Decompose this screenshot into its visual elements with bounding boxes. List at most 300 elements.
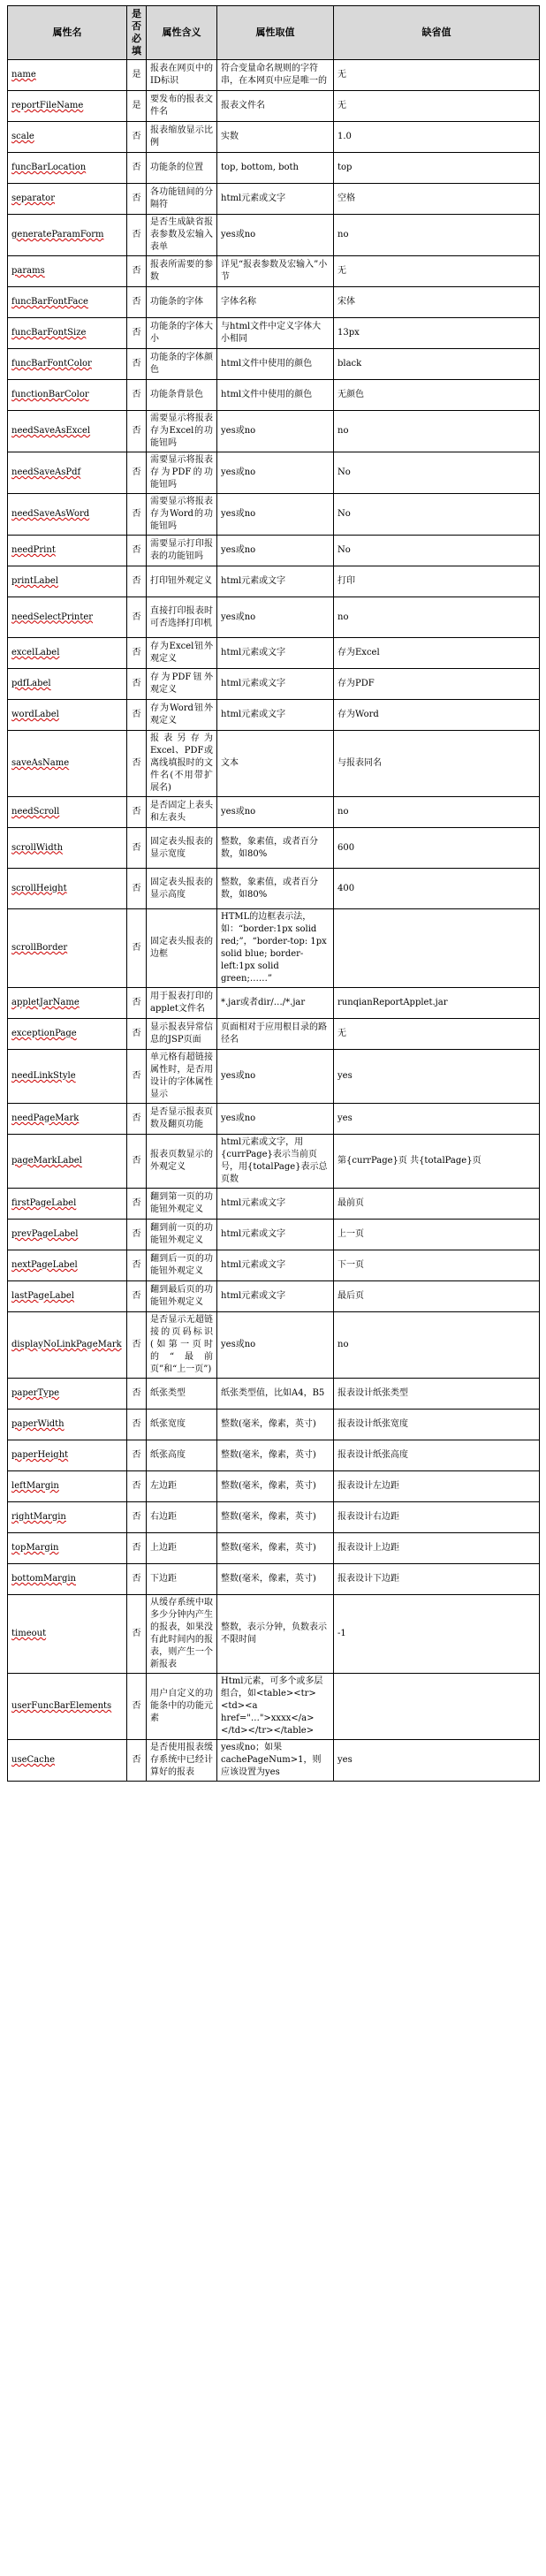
values-cell: yes或no <box>217 597 334 638</box>
attribute-name-text: useCache <box>11 1755 56 1765</box>
meaning-cell: 用户自定义的功能条中的功能元素 <box>147 1674 217 1740</box>
table-header <box>8 6 540 60</box>
table-row <box>8 909 540 988</box>
default-cell: top <box>334 153 540 184</box>
header-meaning: 属性含义 <box>147 6 217 60</box>
table-row <box>8 494 540 536</box>
attribute-name-text: separator <box>11 194 55 203</box>
attribute-name-text: funcBarFontFace <box>11 297 88 307</box>
table-row <box>8 669 540 700</box>
default-cell: yes <box>334 1740 540 1782</box>
meaning-cell: 要发布的报表文件名 <box>147 91 217 122</box>
values-cell: html元素或文字 <box>217 566 334 597</box>
values-cell: yes或no <box>217 536 334 566</box>
values-cell: 整数，象素值，或者百分数，如80% <box>217 828 334 869</box>
table-row <box>8 1595 540 1674</box>
table-row <box>8 349 540 380</box>
header-values: 属性取值 <box>217 6 334 60</box>
default-cell: -1 <box>334 1595 540 1674</box>
attribute-name-text: funcBarLocation <box>11 163 87 172</box>
values-cell: 符合变量命名规则的字符串，在本网页中应是唯一的 <box>217 60 334 91</box>
meaning-cell: 存为Word钮外观定义 <box>147 700 217 731</box>
table-row <box>8 1104 540 1135</box>
table-row <box>8 1312 540 1379</box>
table-row <box>8 731 540 797</box>
default-cell: 第{currPage}页 共{totalPage}页 <box>334 1135 540 1189</box>
attribute-name-cell <box>8 287 127 318</box>
table-row <box>8 700 540 731</box>
attribute-name-cell <box>8 1104 127 1135</box>
attribute-name-text: rightMargin <box>11 1512 66 1522</box>
attribute-name-cell <box>8 380 127 411</box>
table-row <box>8 1379 540 1410</box>
attribute-name-text: scrollBorder <box>11 943 68 953</box>
default-cell: 600 <box>334 828 540 869</box>
meaning-cell: 纸张高度 <box>147 1440 217 1471</box>
attribute-name-cell <box>8 215 127 256</box>
default-cell: 存为Excel <box>334 638 540 669</box>
values-cell: html元素或文字 <box>217 669 334 700</box>
attribute-name-cell <box>8 669 127 700</box>
attribute-name-cell <box>8 1135 127 1189</box>
required-cell: 否 <box>127 1281 147 1312</box>
default-cell: 报表设计纸张类型 <box>334 1379 540 1410</box>
attribute-name-cell <box>8 1220 127 1250</box>
meaning-cell: 是否显示无超链接的页码标识(如第一页时的“最前页”和“上一页”) <box>147 1312 217 1379</box>
values-cell: 整数(毫米，像素，英寸) <box>217 1533 334 1564</box>
default-cell: 下一页 <box>334 1250 540 1281</box>
attribute-name-cell <box>8 828 127 869</box>
default-cell: 报表设计左边距 <box>334 1471 540 1502</box>
attribute-name-text: scrollWidth <box>11 842 64 853</box>
attribute-name-cell <box>8 1019 127 1050</box>
required-cell: 否 <box>127 318 147 349</box>
meaning-cell: 报表所需要的参数 <box>147 256 217 287</box>
table-row <box>8 1502 540 1533</box>
default-cell: no <box>334 597 540 638</box>
attribute-name-cell <box>8 1250 127 1281</box>
header-default: 缺省值 <box>334 6 540 60</box>
attribute-name-cell <box>8 1674 127 1740</box>
attribute-name-cell <box>8 1050 127 1104</box>
required-cell: 否 <box>127 1595 147 1674</box>
default-cell: 400 <box>334 869 540 909</box>
table-row <box>8 1220 540 1250</box>
attribute-name-text: exceptionPage <box>11 1029 77 1038</box>
default-cell: No <box>334 452 540 494</box>
default-cell: 与报表同名 <box>334 731 540 797</box>
attribute-name-cell <box>8 1740 127 1782</box>
values-cell: html元素或文字 <box>217 1189 334 1220</box>
meaning-cell: 固定表头报表的显示宽度 <box>147 828 217 869</box>
attribute-name-text: timeout <box>11 1629 47 1638</box>
required-cell: 否 <box>127 1379 147 1410</box>
attribute-name-cell <box>8 988 127 1019</box>
attribute-name-cell <box>8 700 127 731</box>
meaning-cell: 存为PDF钮外观定义 <box>147 669 217 700</box>
attribute-name-text: needSelectPrinter <box>11 612 94 622</box>
attribute-name-text: printLabel <box>11 576 58 586</box>
table-row <box>8 91 540 122</box>
required-cell: 否 <box>127 828 147 869</box>
default-cell: 无 <box>334 60 540 91</box>
values-cell: yes或no <box>217 797 334 828</box>
required-cell: 否 <box>127 411 147 452</box>
attribute-name-cell <box>8 494 127 536</box>
required-cell: 否 <box>127 669 147 700</box>
values-cell: 整数(毫米，像素，英寸) <box>217 1564 334 1595</box>
table-row <box>8 988 540 1019</box>
default-cell: 上一页 <box>334 1220 540 1250</box>
attribute-name-cell <box>8 909 127 988</box>
default-cell <box>334 1674 540 1740</box>
attribute-name-cell <box>8 638 127 669</box>
table-row <box>8 153 540 184</box>
table-row <box>8 597 540 638</box>
required-cell: 是 <box>127 60 147 91</box>
values-cell: yes或no <box>217 452 334 494</box>
values-cell: 文本 <box>217 731 334 797</box>
attribute-name-text: lastPageLabel <box>11 1291 74 1301</box>
required-cell: 否 <box>127 1250 147 1281</box>
table-row <box>8 1410 540 1440</box>
attribute-name-text: pdfLabel <box>11 679 51 688</box>
attribute-name-cell <box>8 452 127 494</box>
values-cell: html元素或文字 <box>217 1220 334 1250</box>
attribute-name-text: paperWidth <box>11 1419 64 1429</box>
attribute-name-text: pageMarkLabel <box>11 1156 82 1166</box>
meaning-cell: 功能条的字体大小 <box>147 318 217 349</box>
meaning-cell: 需要显示将报表存为PDF的功能钮吗 <box>147 452 217 494</box>
default-cell: 宋体 <box>334 287 540 318</box>
table-row <box>8 60 540 91</box>
default-cell: 存为Word <box>334 700 540 731</box>
attribute-name-cell <box>8 184 127 215</box>
values-cell: 整数(毫米，像素，英寸) <box>217 1440 334 1471</box>
attribute-name-cell <box>8 1189 127 1220</box>
default-cell: yes <box>334 1050 540 1104</box>
required-cell: 否 <box>127 1312 147 1379</box>
meaning-cell: 左边距 <box>147 1471 217 1502</box>
default-cell: 无 <box>334 1019 540 1050</box>
attribute-name-cell <box>8 1564 127 1595</box>
attribute-name-text: needPageMark <box>11 1113 80 1123</box>
meaning-cell: 功能条的字体 <box>147 287 217 318</box>
values-cell: yes或no <box>217 494 334 536</box>
required-cell: 否 <box>127 638 147 669</box>
values-cell: html文件中使用的颜色 <box>217 349 334 380</box>
default-cell: No <box>334 536 540 566</box>
table-row <box>8 536 540 566</box>
default-cell <box>334 909 540 988</box>
default-cell: 无 <box>334 256 540 287</box>
values-cell: yes或no <box>217 215 334 256</box>
values-cell: HTML的边框表示法，如：“border:1px solid red;”，“border-top: 1px solid blue; border-left:1px solid green;……” <box>217 909 334 988</box>
table-row <box>8 638 540 669</box>
meaning-cell: 各功能钮间的分隔符 <box>147 184 217 215</box>
values-cell: html元素或文字 <box>217 184 334 215</box>
default-cell: no <box>334 215 540 256</box>
meaning-cell: 纸张类型 <box>147 1379 217 1410</box>
required-cell: 否 <box>127 1410 147 1440</box>
attribute-name-text: excelLabel <box>11 648 60 657</box>
attribute-name-cell <box>8 1281 127 1312</box>
attribute-name-text: functionBarColor <box>11 390 89 399</box>
attribute-name-text: reportFileName <box>11 101 84 110</box>
table-body <box>8 60 540 1782</box>
required-cell: 否 <box>127 1740 147 1782</box>
table-row <box>8 122 540 153</box>
attribute-name-cell <box>8 869 127 909</box>
meaning-cell: 从缓存系统中取多少分钟内产生的报表，如果没有此时间内的报表，则产生一个新报表 <box>147 1595 217 1674</box>
header-required: 是否必填 <box>127 6 147 60</box>
table-row <box>8 184 540 215</box>
table-row <box>8 1050 540 1104</box>
required-cell: 否 <box>127 731 147 797</box>
required-cell: 否 <box>127 988 147 1019</box>
meaning-cell: 报表另存为Excel、PDF或离线填报时的文件名(不用带扩展名) <box>147 731 217 797</box>
default-cell: 空格 <box>334 184 540 215</box>
required-cell: 否 <box>127 1104 147 1135</box>
table-row <box>8 1250 540 1281</box>
required-cell: 否 <box>127 1564 147 1595</box>
attribute-name-cell <box>8 411 127 452</box>
table-row <box>8 1740 540 1782</box>
values-cell: 整数，象素值，或者百分数，如80% <box>217 869 334 909</box>
required-cell: 否 <box>127 1019 147 1050</box>
attribute-table <box>7 5 540 1782</box>
default-cell: 最后页 <box>334 1281 540 1312</box>
attribute-name-text: paperType <box>11 1388 60 1398</box>
values-cell: yes或no <box>217 1104 334 1135</box>
table-row <box>8 452 540 494</box>
meaning-cell: 存为Excel钮外观定义 <box>147 638 217 669</box>
values-cell: html元素或文字 <box>217 638 334 669</box>
attribute-name-text: firstPageLabel <box>11 1198 77 1208</box>
required-cell: 否 <box>127 452 147 494</box>
required-cell: 否 <box>127 1189 147 1220</box>
required-cell: 否 <box>127 494 147 536</box>
meaning-cell: 功能条背景色 <box>147 380 217 411</box>
meaning-cell: 功能条的字体颜色 <box>147 349 217 380</box>
attribute-name-cell <box>8 318 127 349</box>
required-cell: 否 <box>127 184 147 215</box>
table-row <box>8 215 540 256</box>
required-cell: 否 <box>127 597 147 638</box>
required-cell: 否 <box>127 1674 147 1740</box>
attribute-name-text: funcBarFontColor <box>11 359 92 369</box>
values-cell: 整数(毫米，像素，英寸) <box>217 1502 334 1533</box>
values-cell: 字体名称 <box>217 287 334 318</box>
table-row <box>8 869 540 909</box>
attribute-name-text: needScroll <box>11 807 60 817</box>
attribute-name-cell <box>8 597 127 638</box>
values-cell: top, bottom, both <box>217 153 334 184</box>
attribute-name-text: displayNoLinkPageMark <box>11 1340 122 1349</box>
required-cell: 否 <box>127 256 147 287</box>
attribute-name-cell <box>8 60 127 91</box>
default-cell: 报表设计纸张高度 <box>334 1440 540 1471</box>
attribute-name-text: scale <box>11 132 34 141</box>
table-row <box>8 380 540 411</box>
table-row <box>8 1019 540 1050</box>
default-cell: no <box>334 1312 540 1379</box>
default-cell: no <box>334 797 540 828</box>
required-cell: 否 <box>127 153 147 184</box>
attribute-name-cell <box>8 122 127 153</box>
default-cell: 无颜色 <box>334 380 540 411</box>
table-row <box>8 797 540 828</box>
attribute-name-cell <box>8 256 127 287</box>
meaning-cell: 右边距 <box>147 1502 217 1533</box>
values-cell: 整数(毫米，像素，英寸) <box>217 1410 334 1440</box>
attribute-name-text: userFuncBarElements <box>11 1701 112 1711</box>
values-cell: 整数(毫米，像素，英寸) <box>217 1471 334 1502</box>
attribute-name-text: scrollHeight <box>11 883 67 893</box>
header-row <box>8 6 540 60</box>
attribute-name-text: needSaveAsExcel <box>11 426 91 436</box>
required-cell: 否 <box>127 1050 147 1104</box>
attribute-name-cell <box>8 1410 127 1440</box>
default-cell: 打印 <box>334 566 540 597</box>
values-cell: html元素或文字 <box>217 1281 334 1312</box>
meaning-cell: 翻到第一页的功能钮外观定义 <box>147 1189 217 1220</box>
required-cell: 否 <box>127 287 147 318</box>
table-row <box>8 1440 540 1471</box>
table-row <box>8 1564 540 1595</box>
attribute-name-text: bottomMargin <box>11 1574 76 1584</box>
values-cell: yes或no；如果cachePageNum>1，则应该设置为yes <box>217 1740 334 1782</box>
required-cell: 否 <box>127 869 147 909</box>
meaning-cell: 用于报表打印的applet文件名 <box>147 988 217 1019</box>
required-cell: 否 <box>127 380 147 411</box>
attribute-name-text: funcBarFontSize <box>11 328 87 338</box>
meaning-cell: 是否生成缺省报表参数及宏输入表单 <box>147 215 217 256</box>
attribute-name-cell <box>8 1440 127 1471</box>
meaning-cell: 需要显示将报表存为Excel的功能钮吗 <box>147 411 217 452</box>
values-cell: yes或no <box>217 411 334 452</box>
attribute-name-text: appletJarName <box>11 998 80 1007</box>
meaning-cell: 需要显示将报表存为Word的功能钮吗 <box>147 494 217 536</box>
values-cell: 页面相对于应用根目录的路径名 <box>217 1019 334 1050</box>
meaning-cell: 单元格有超链接属性时，是否用设计的字体属性显示 <box>147 1050 217 1104</box>
required-cell: 否 <box>127 215 147 256</box>
required-cell: 否 <box>127 1533 147 1564</box>
meaning-cell: 报表缩放显示比例 <box>147 122 217 153</box>
values-cell: html文件中使用的颜色 <box>217 380 334 411</box>
meaning-cell: 报表页数显示的外观定义 <box>147 1135 217 1189</box>
default-cell: 13px <box>334 318 540 349</box>
attribute-name-text: saveAsName <box>11 758 70 768</box>
default-cell: 报表设计右边距 <box>334 1502 540 1533</box>
attribute-name-text: params <box>11 266 45 276</box>
attribute-name-cell <box>8 1595 127 1674</box>
table-row <box>8 828 540 869</box>
default-cell: 存为PDF <box>334 669 540 700</box>
values-cell: 报表文件名 <box>217 91 334 122</box>
required-cell: 否 <box>127 349 147 380</box>
attribute-name-cell <box>8 1471 127 1502</box>
meaning-cell: 固定表头报表的边框 <box>147 909 217 988</box>
attribute-name-text: paperHeight <box>11 1450 69 1460</box>
table-row <box>8 1471 540 1502</box>
default-cell: black <box>334 349 540 380</box>
attribute-name-text: wordLabel <box>11 710 59 719</box>
attribute-name-cell <box>8 1312 127 1379</box>
required-cell: 否 <box>127 1220 147 1250</box>
default-cell: 无 <box>334 91 540 122</box>
default-cell: 报表设计下边距 <box>334 1564 540 1595</box>
meaning-cell: 翻到前一页的功能钮外观定义 <box>147 1220 217 1250</box>
attribute-name-text: name <box>11 70 36 80</box>
required-cell: 否 <box>127 1502 147 1533</box>
attribute-name-text: needSaveAsWord <box>11 509 90 519</box>
attribute-name-cell <box>8 1533 127 1564</box>
attribute-name-text: needSaveAsPdf <box>11 467 81 477</box>
meaning-cell: 翻到后一页的功能钮外观定义 <box>147 1250 217 1281</box>
meaning-cell: 显示报表异常信息的JSP页面 <box>147 1019 217 1050</box>
default-cell: 1.0 <box>334 122 540 153</box>
values-cell: html元素或文字，用{currPage}表示当前页号，用{totalPage}表示总页数 <box>217 1135 334 1189</box>
default-cell: no <box>334 411 540 452</box>
meaning-cell: 打印钮外观定义 <box>147 566 217 597</box>
required-cell: 否 <box>127 700 147 731</box>
meaning-cell: 下边距 <box>147 1564 217 1595</box>
required-cell: 否 <box>127 1471 147 1502</box>
values-cell: html元素或文字 <box>217 700 334 731</box>
attribute-name-text: leftMargin <box>11 1481 59 1491</box>
values-cell: 与html文件中定义字体大小相同 <box>217 318 334 349</box>
attribute-name-text: generateParamForm <box>11 230 104 239</box>
required-cell: 否 <box>127 797 147 828</box>
attribute-name-cell <box>8 1502 127 1533</box>
attribute-name-text: prevPageLabel <box>11 1229 79 1239</box>
values-cell: *.jar或者dir/…/*.jar <box>217 988 334 1019</box>
header-attribute-name: 属性名 <box>8 6 127 60</box>
meaning-cell: 是否使用报表缓存系统中已经计算好的报表 <box>147 1740 217 1782</box>
values-cell: yes或no <box>217 1050 334 1104</box>
attribute-name-cell <box>8 566 127 597</box>
meaning-cell: 需要显示打印报表的功能钮吗 <box>147 536 217 566</box>
table-row <box>8 411 540 452</box>
table-row <box>8 1674 540 1740</box>
required-cell: 否 <box>127 1440 147 1471</box>
values-cell: 实数 <box>217 122 334 153</box>
meaning-cell: 固定表头报表的显示高度 <box>147 869 217 909</box>
table-row <box>8 1533 540 1564</box>
attribute-name-cell <box>8 731 127 797</box>
default-cell: 报表设计上边距 <box>334 1533 540 1564</box>
attribute-name-cell <box>8 91 127 122</box>
values-cell: yes或no <box>217 1312 334 1379</box>
default-cell: runqianReportApplet.jar <box>334 988 540 1019</box>
required-cell: 否 <box>127 122 147 153</box>
values-cell: 详见“报表参数及宏输入”小节 <box>217 256 334 287</box>
meaning-cell: 报表在网页中的ID标识 <box>147 60 217 91</box>
table-row <box>8 1135 540 1189</box>
required-cell: 否 <box>127 566 147 597</box>
attribute-name-text: nextPageLabel <box>11 1260 78 1270</box>
table-row <box>8 318 540 349</box>
default-cell: 最前页 <box>334 1189 540 1220</box>
attribute-name-cell <box>8 797 127 828</box>
default-cell: 报表设计纸张宽度 <box>334 1410 540 1440</box>
values-cell: 纸张类型值，比如A4，B5 <box>217 1379 334 1410</box>
values-cell: html元素或文字 <box>217 1250 334 1281</box>
table-row <box>8 1281 540 1312</box>
attribute-name-text: needPrint <box>11 545 56 555</box>
required-cell: 否 <box>127 1135 147 1189</box>
